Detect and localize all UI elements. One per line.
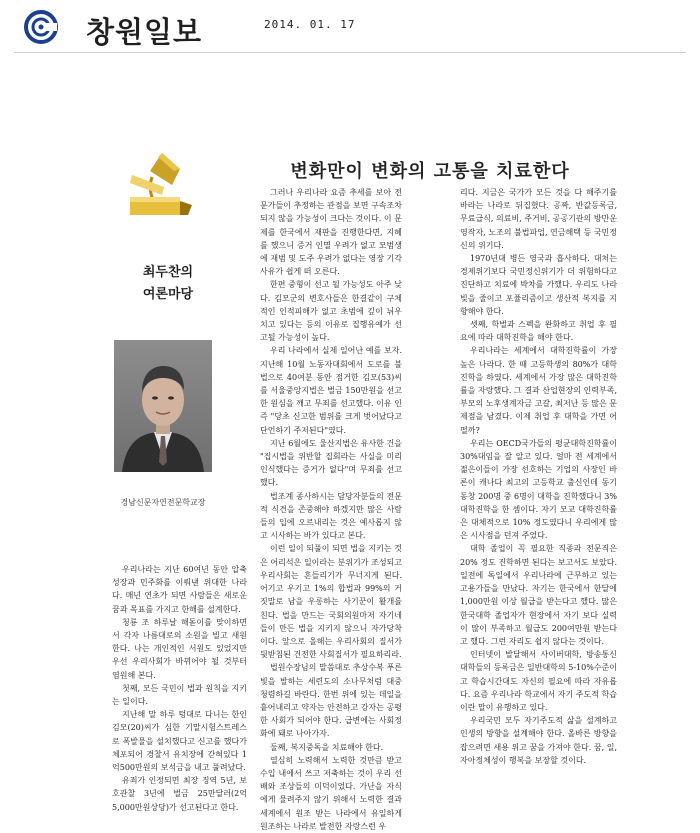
paragraph: 셋째, 학벌과 스펙을 완화하고 취업 후 필요에 따라 대학진학을 해야 한다.: [460, 320, 617, 343]
photo-caption: 경남신문자연전문학교장: [120, 498, 206, 507]
paragraph: 우리 나라에서 실제 일어난 예를 보자. 지난해 10월 노동자대회에서 도로를 불법으로 40여분 동안 점거한 김모(53)씨를 서울중앙지법은 벌금 150만원을 선고한 원심을 깨고 무죄를 선고했다. 이유 인즉 "당초 신고한 범위를 크게 벗어났다고 단언하기 주저된다"였다.: [260, 346, 402, 435]
publication-date: 2014. 01. 17: [264, 18, 356, 31]
paragraph: 열심히 노력해서 노력한 것만큼 받고 수입 내에서 쓰고 저축하는 것이 우리 선배와 조상들의 미덕이었다. 가난을 자식에게 물려주지 않기 위해서 노력한 결과 세계에서 원조 받는 나라에서 유일하게 원조하는 나라로 발전한 자랑스런 우: [260, 755, 402, 831]
paragraph: 1970년대 병든 영국과 흡사하다. 대처는 경제위기보다 국민정신위기가 더 위험하다고 진단하고 치료에 박차를 가했다. 우리도 나라빚을 줄이고 포퓰리즘이고 생산적 복지를 지향해야 한다.: [460, 254, 617, 316]
column-title-line2: 여론마당: [142, 287, 194, 302]
paper-logo-icon: [24, 10, 58, 44]
paragraph: 지난 6월에도 울산지법은 유사한 건을 "집시법을 위반할 집회라는 사실을 미리 인식했다는 증거가 없다"며 무죄를 선고 했다.: [260, 438, 402, 488]
paragraph: 첫째, 모든 국민이 법과 원칙을 지키는 일이다.: [112, 683, 247, 707]
paragraph: 둘째, 복지중독을 치료해야 한다.: [270, 742, 384, 752]
paragraph: 청룡 조 하루날 해돋이를 맞이하면서 각자 나름대로의 소원을 빌고 새원한다. 나는 개인적인 서원도 있었지만 우선 우리사회가 바뀌어야 될 것부터 염원해 본다.: [112, 617, 247, 680]
paragraph: 리다. 지금은 국가가 모든 것을 다 해주기를 바라는 나라로 뒤집혔다. 공짜, 반값등록금, 무료급식, 의료비, 주거비, 공공기관의 방만운영작자, 노조의 불법파업, 연금해택 등 국민정신의 위기다.: [460, 188, 617, 250]
paragraph: 한편 중형이 선고 될 가능성도 아주 낮다. 김모군의 변호사들은 한결같이 구체적인 인적피해가 없고 초범에 깊이 뉘우치고 있다는 등의 이유로 집행유예가 선고될 가능성이 높다.: [260, 280, 402, 343]
paragraph: 법조계 종사하시는 담당자분들의 전문적 식견을 존중해야 하겠지만 많은 사람들의 입에 오르내리는 것은 예사롭지 않고 시사하는 바가 있다고 본다.: [260, 491, 402, 541]
paper-name: 창원일보: [86, 15, 203, 49]
body-column-2: [260, 186, 402, 833]
paragraph: 우리나라는 세계에서 대학진학률이 가장 높은 나라다. 한 때 고등학생의 80%가 대학진학을 하였다. 세계에서 가장 많은 대학진학률을 자랑했다. 그 결과 산업현장의 인력부족, 부모의 노후생계자금 고갈, 최저난 등 많은 문제점을 남겼다. 이제 취업 후 대학을 가면 어떨까?: [460, 346, 617, 435]
paragraph: 유죄가 인정되면 최장 징역 5년, 보호관찰 3년에 벌금 25만달러(2억5,000만원상당)가 선고된다고 한다.: [112, 776, 247, 812]
column-title-line1: 최두찬의: [142, 265, 194, 280]
headline: 변화만이 변화의 고통을 치료한다: [290, 161, 570, 182]
column-title: [118, 262, 218, 306]
paragraph: 우리나라는 지난 60여년 동안 압축성장과 민주화를 이뤄낸 위대한 나라다. 매년 연초가 되면 사람들은 새로운 꿈과 목표를 가지고 한해를 설계한다.: [112, 565, 247, 614]
body-column-3: [460, 186, 617, 767]
paragraph: 대학 졸업이 꼭 필요한 직종과 전문직은 20% 정도 진학하면 된다는 보고서도 보았다. 일전에 독일에서 우리나라에 근무하고 있는 고용가들을 만났다. 자기는 한국에서 한달에 1,000만원 이상 월급을 받는다고 했다. 많은 한국대학 졸업자가 현장에서 자기 보다 실력이 많이 부족하고 월급도 200여만원 받는다고 했다. 그런 자리도 쉽지 않다는 것이다.: [460, 544, 617, 646]
paragraph: 인터넷이 발달해서 사이버대학, 방송통신대학들의 등록금은 일반대학의 5-10%수준이고 학습시간대도 자신의 필요에 따라 자유롭다. 요즘 우리나라 학교에서 자기 주도적 학습이란 말이 유행하고 있다.: [460, 650, 617, 712]
paragraph: 그러나 우리나라 요즘 추세를 보아 전문가들이 추정하는 관점을 보면 구속조차 되지 않을 가능성이 크다는 것이다. 이 문제를 한국에서 재판을 진행한다면, 지혜를 했으니 증거 인멸 우려가 없고 모범생에 재범 및 도주 우려가 없다는 영장 기각 사유가 쉽게 떠 오른다.: [260, 188, 402, 277]
paragraph: 우리국민 모두 자기주도적 삶을 설계하고 인생의 방향을 설계해야 한다. 올바른 방향을 잡으려면 새용 위고 꿈을 가져야 한다. 꿈, 일, 자아정체성이 행복을 보장할 것이다.: [460, 716, 617, 765]
masthead-divider: [14, 52, 686, 53]
masthead: [14, 8, 686, 48]
body-column-1: [112, 563, 247, 814]
paragraph: 법원수장님의 말씀대로 추상수복 푸른 빛을 발하는 세련도의 소나무처럼 대중 청렴하길 바란다. 한번 위에 있는 데일을 흩어내리고 약자는 안전하고 강자는 공평한 사회가 되어야 한다. 급변에는 사회정화에 돼로 나아가자.: [260, 663, 402, 739]
paragraph: 지난해 말 하루 텅대로 다니는 한인 김모(20)씨가 심한 기말시험스트레스로 폭발물을 설치했다고 신고를 했다가 체포되어 경찰서 유치장에 갇혀있다 1억500만원의 보석금을 내고 풀려났다.: [112, 710, 247, 773]
paint-bucket-illustration: [122, 145, 202, 220]
paragraph: 이런 일이 되풀이 되면 법을 지키는 것은 어리석은 일이라는 분위기가 조성되고 우리사회는 흔들리기가 무너지게 된다. 어기고 우기고 1%의 합법과 99%의 거짓말로 남을 우롱하는 사기꾼이 활개를 친다. 법을 만드는 국회의원마저 자기네들이 만든 법을 지키지 않으니 자가당착이다. 앞으로 올해는 우리사회의 질서가 뒷받침된 건전한 사회질서가 필요하리라.: [260, 544, 402, 660]
author-portrait-photo: [114, 340, 212, 472]
paragraph: 우리는 OECD국가들의 평균대학진학률이 30%대임을 잘 알고 있다. 얼마 전 세계에서 젊은이들이 가장 선호하는 기업의 사장인 바론이 캐나다 최고의 고등학교 출신인데 동기동창 200명 중 6명이 대학을 진학했다니 3% 대학진학을 한 셈이다. 자기 모교 대학진학률은 대체적으로 10% 정도였다니 우리에게 많은 시사점을 던져 주었다.: [460, 438, 617, 541]
